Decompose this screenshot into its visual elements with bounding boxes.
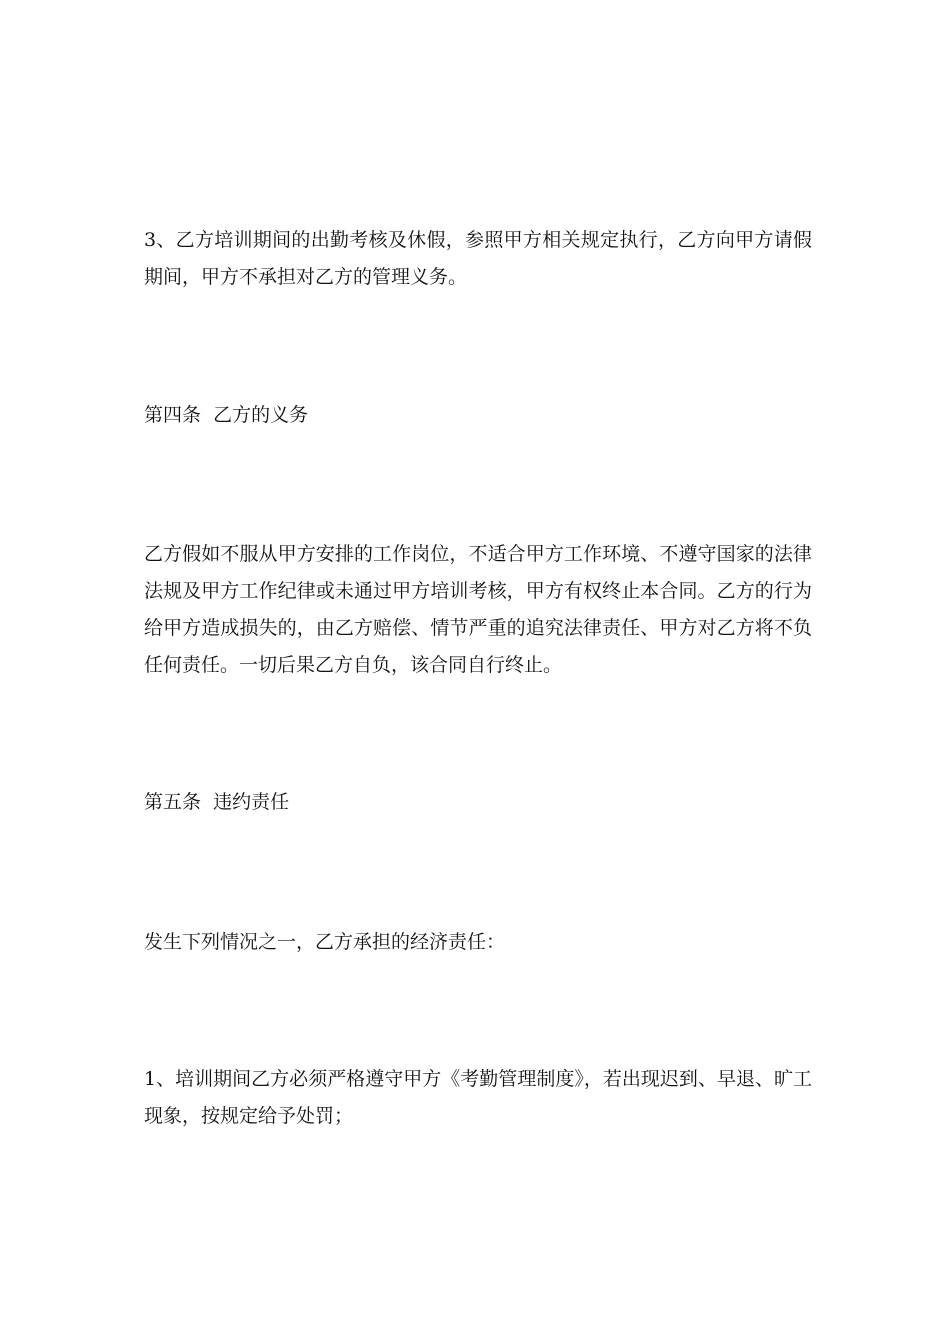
article-4-heading: 第四条 乙方的义务 — [144, 404, 309, 426]
paragraph-item-1: 1、培训期间乙方必须严格遵守甲方《考勤管理制度》，若出现迟到、早退、旷工现象，按规定给予处罚； — [144, 1068, 812, 1127]
paragraph-liability-intro: 发生下列情况之一，乙方承担的经济责任： — [144, 931, 506, 953]
paragraph-obligations: 乙方假如不服从甲方安排的工作岗位，不适合甲方工作环境、不遵守国家的法律法规及甲方工作纪律或未通过甲方培训考核，甲方有权终止本合同。乙方的行为给甲方造成损失的，由乙方赔偿、情节严重的追究法律责任、甲方对乙方将不负任何责任。一切后果乙方自负，该合同自行终止。 — [144, 543, 812, 676]
article-5-heading: 第五条 违约责任 — [144, 791, 290, 813]
paragraph-attendance: 3、乙方培训期间的出勤考核及休假，参照甲方相关规定执行，乙方向甲方请假期间，甲方不承担对乙方的管理义务。 — [144, 229, 812, 288]
